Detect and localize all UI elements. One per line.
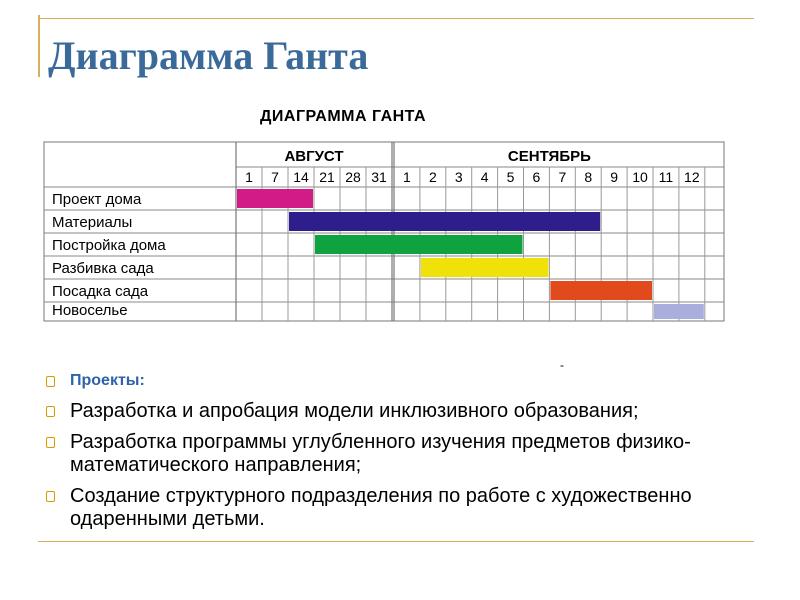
slide-title: Диаграмма Ганта	[48, 33, 369, 78]
day-tick-label: 3	[454, 169, 463, 185]
day-tick-label: 7	[271, 169, 279, 185]
project-list	[44, 370, 704, 539]
gantt-title: ДИАГРАММА ГАНТА	[260, 108, 426, 125]
task-label: Материалы	[52, 214, 133, 231]
project-list-heading	[44, 370, 704, 392]
month-label: СЕНТЯБРЬ	[507, 148, 591, 165]
day-tick-label: 12	[684, 169, 700, 185]
project-item-text: Разработка программы углубленного изучения предметов физико-математического направления;	[70, 431, 691, 476]
task-label: Проект дома	[52, 191, 142, 208]
bullet-icon	[46, 376, 55, 387]
stray-mark: -	[560, 358, 564, 372]
day-tick-label: 9	[610, 169, 619, 185]
accent-bottom-rule	[38, 541, 754, 542]
project-item	[44, 400, 704, 423]
gantt-bar	[315, 235, 523, 254]
day-tick-label: 11	[658, 169, 674, 185]
day-tick-label: 14	[293, 169, 309, 185]
day-tick-label: 1	[403, 169, 411, 185]
day-tick-label: 10	[632, 169, 648, 185]
gantt-bar	[654, 304, 704, 319]
gantt-bar	[421, 258, 549, 277]
project-item-text: Создание структурного подразделения по работе с художественно одаренными детьми.	[70, 485, 692, 530]
gantt-bar	[289, 212, 600, 231]
projects-heading: Проекты:	[70, 372, 145, 389]
bullet-icon	[46, 406, 55, 417]
task-label: Новоселье	[52, 302, 128, 319]
day-tick-label: 8	[584, 169, 593, 185]
bullet-icon	[46, 491, 55, 502]
task-label: Разбивка сада	[52, 260, 154, 277]
bullet-icon	[46, 437, 55, 448]
task-label: Постройка дома	[52, 237, 166, 254]
project-item	[44, 485, 704, 531]
project-item	[44, 431, 704, 477]
day-tick-label: 7	[558, 169, 567, 185]
project-item-text: Разработка и апробация модели инклюзивного образования;	[70, 400, 639, 422]
day-tick-label: 21	[319, 169, 335, 185]
day-tick-label: 28	[345, 169, 361, 185]
day-tick-label: 4	[480, 169, 489, 185]
day-tick-label: 6	[532, 169, 541, 185]
day-tick-label: 31	[371, 169, 387, 185]
day-tick-label: 2	[428, 169, 437, 185]
task-label: Посадка сада	[52, 283, 149, 300]
day-tick-label: 1	[245, 169, 253, 185]
gantt-bar	[550, 281, 652, 300]
day-tick-label: 5	[506, 169, 515, 185]
month-label: АВГУСТ	[284, 148, 344, 165]
gantt-bar	[237, 189, 313, 208]
